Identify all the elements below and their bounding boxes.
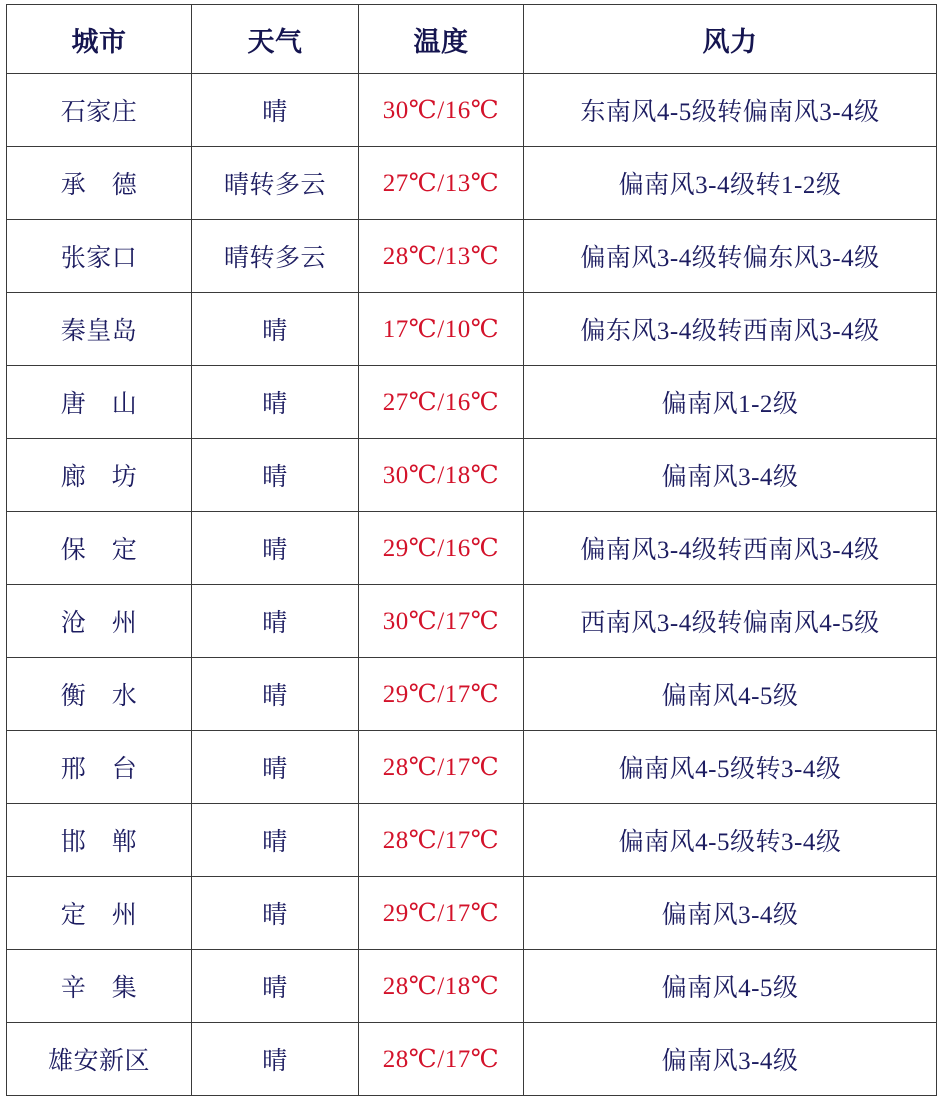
cell-weather: 晴 [192,804,359,877]
cell-weather: 晴 [192,512,359,585]
table-row [7,585,937,658]
cell-wind: 偏南风3-4级 [524,439,937,512]
cell-weather: 晴 [192,585,359,658]
cell-temperature: 28℃/17℃ [359,1023,524,1096]
table-row [7,220,937,293]
column-header-weather: 天气 [192,5,359,74]
table-row [7,293,937,366]
cell-weather: 晴 [192,950,359,1023]
cell-temperature: 27℃/13℃ [359,147,524,220]
cell-city: 秦皇岛 [7,293,192,366]
cell-city: 雄安新区 [7,1023,192,1096]
cell-wind: 偏南风4-5级转3-4级 [524,731,937,804]
cell-city: 石家庄 [7,74,192,147]
table-row [7,512,937,585]
table-row [7,1023,937,1096]
cell-weather: 晴 [192,293,359,366]
cell-city: 邢 台 [7,731,192,804]
cell-temperature: 30℃/18℃ [359,439,524,512]
cell-temperature: 28℃/13℃ [359,220,524,293]
cell-wind: 偏南风4-5级转3-4级 [524,804,937,877]
cell-wind: 偏南风4-5级 [524,950,937,1023]
cell-wind: 偏南风3-4级转西南风3-4级 [524,512,937,585]
cell-weather: 晴 [192,731,359,804]
cell-temperature: 29℃/16℃ [359,512,524,585]
cell-temperature: 30℃/17℃ [359,585,524,658]
cell-weather: 晴转多云 [192,147,359,220]
weather-forecast-table [6,4,937,1096]
table-row [7,877,937,950]
cell-wind: 偏南风4-5级 [524,658,937,731]
table-row [7,74,937,147]
table-body [7,74,937,1096]
cell-city: 辛 集 [7,950,192,1023]
cell-temperature: 30℃/16℃ [359,74,524,147]
table-header-row [7,5,937,74]
column-header-wind: 风力 [524,5,937,74]
cell-wind: 偏南风3-4级转1-2级 [524,147,937,220]
cell-temperature: 27℃/16℃ [359,366,524,439]
cell-wind: 偏南风3-4级转偏东风3-4级 [524,220,937,293]
cell-temperature: 29℃/17℃ [359,877,524,950]
cell-wind: 偏东风3-4级转西南风3-4级 [524,293,937,366]
table-row [7,658,937,731]
column-header-city: 城市 [7,5,192,74]
table-row [7,804,937,877]
cell-city: 廊 坊 [7,439,192,512]
cell-weather: 晴 [192,658,359,731]
cell-temperature: 28℃/17℃ [359,804,524,877]
cell-city: 张家口 [7,220,192,293]
cell-weather: 晴转多云 [192,220,359,293]
cell-wind: 偏南风3-4级 [524,877,937,950]
cell-city: 承 德 [7,147,192,220]
table-header [7,5,937,74]
cell-temperature: 29℃/17℃ [359,658,524,731]
cell-temperature: 28℃/17℃ [359,731,524,804]
cell-weather: 晴 [192,877,359,950]
cell-wind: 东南风4-5级转偏南风3-4级 [524,74,937,147]
cell-wind: 偏南风1-2级 [524,366,937,439]
cell-city: 衡 水 [7,658,192,731]
cell-weather: 晴 [192,439,359,512]
cell-weather: 晴 [192,1023,359,1096]
column-header-temperature: 温度 [359,5,524,74]
cell-temperature: 28℃/18℃ [359,950,524,1023]
cell-weather: 晴 [192,366,359,439]
cell-city: 定 州 [7,877,192,950]
table-row [7,147,937,220]
cell-city: 邯 郸 [7,804,192,877]
table-row [7,731,937,804]
cell-city: 保 定 [7,512,192,585]
cell-weather: 晴 [192,74,359,147]
table-row [7,366,937,439]
cell-wind: 偏南风3-4级 [524,1023,937,1096]
table-row [7,439,937,512]
cell-temperature: 17℃/10℃ [359,293,524,366]
cell-wind: 西南风3-4级转偏南风4-5级 [524,585,937,658]
cell-city: 沧 州 [7,585,192,658]
table-row [7,950,937,1023]
cell-city: 唐 山 [7,366,192,439]
